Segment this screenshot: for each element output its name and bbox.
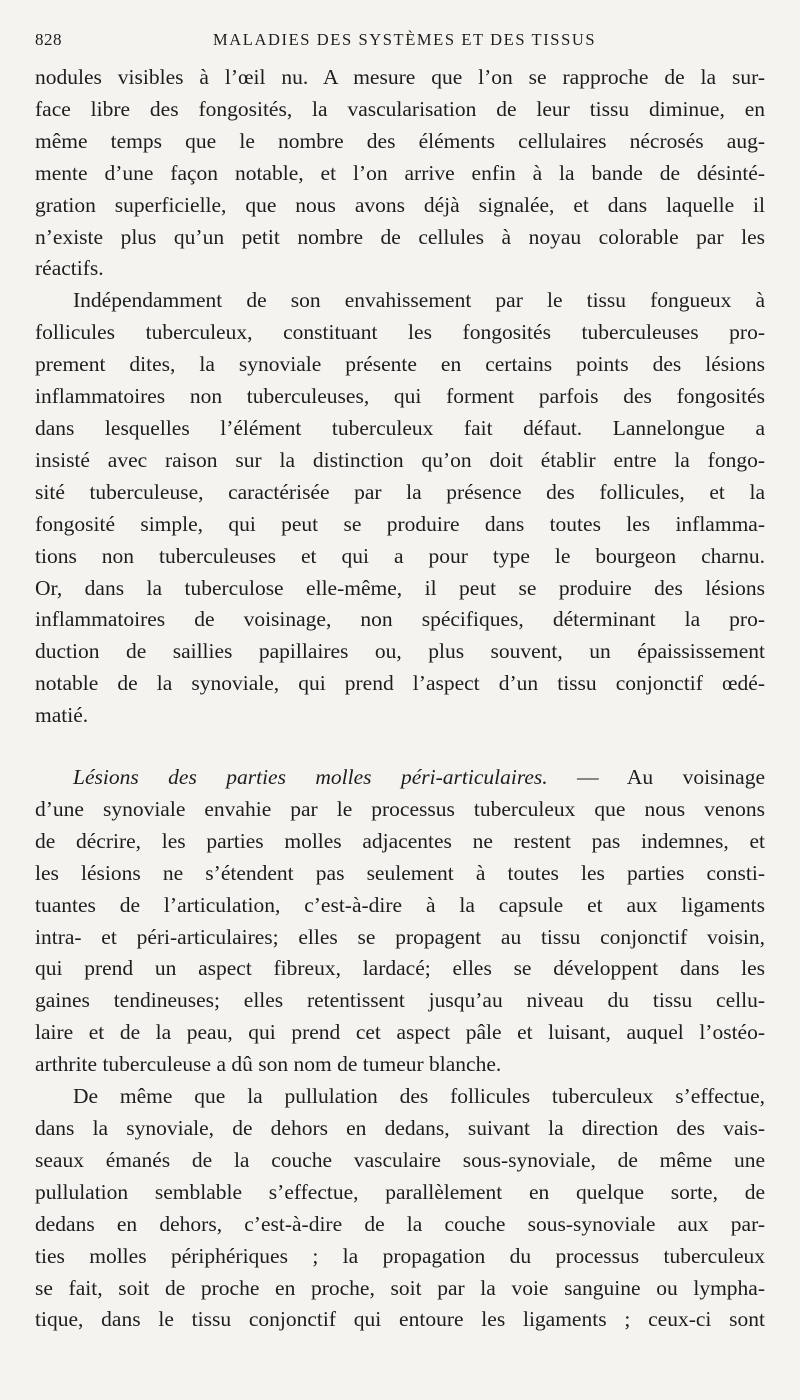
body-text [35, 62, 765, 1336]
text-line: dedans en dehors, c’est-à-dire de la couche sous-synoviale aux par- [35, 1211, 765, 1236]
running-head: MALADIES DES SYSTÈMES ET DES TISSUS [213, 30, 597, 49]
paragraph-1 [35, 62, 765, 285]
section-spacer [35, 732, 765, 762]
text-line: qui prend un aspect fibreux, lardacé; elles se développent dans les [35, 956, 765, 981]
text-line: fongosité simple, qui peut se produire dans toutes les inflamma- [35, 511, 765, 536]
text-line: gaines tendineuses; elles retentissent jusqu’au niveau du tissu cellu- [35, 988, 765, 1013]
text-line: tuantes de l’articulation, c’est-à-dire à la capsule et aux ligaments [35, 892, 765, 917]
text-line: dans lesquelles l’élément tuberculeux fait défaut. Lannelongue a [35, 415, 765, 440]
text-line: laire et de la peau, qui prend cet aspect pâle et luisant, auquel l’ostéo- [35, 1020, 765, 1045]
text-line: intra- et péri-articulaires; elles se propagent au tissu conjonctif voisin, [35, 924, 765, 949]
text-line: dans la synoviale, de dehors en dedans, suivant la direction des vais- [35, 1116, 765, 1140]
text-line: inflammatoires non tuberculeuses, qui forment parfois des fongosités [35, 384, 765, 409]
text-line: duction de saillies papillaires ou, plus souvent, un épaississement [35, 639, 765, 664]
text-line: tique, dans le tissu conjonctif qui entoure les ligaments ; ceux-ci sont [35, 1307, 765, 1332]
paragraph-2 [35, 285, 765, 732]
text-line: tions non tuberculeuses et qui a pour type le bourgeon charnu. [35, 543, 765, 568]
text-line: inflammatoires de voisinage, non spécifiques, déterminant la pro- [35, 607, 765, 632]
text-line: se fait, soit de proche en proche, soit par la voie sanguine ou lympha- [35, 1275, 765, 1300]
paragraph-3 [35, 762, 765, 1081]
text-line: mente d’une façon notable, et l’on arrive enfin à la bande de désinté- [35, 160, 765, 185]
text-line: Indépendamment de son envahissement par le tissu fongueux à [73, 288, 765, 313]
text-line: gration superficielle, que nous avons déjà signalée, et dans laquelle il [35, 192, 765, 217]
text-line: follicules tuberculeux, constituant les fongosités tuberculeuses pro- [35, 320, 765, 345]
section-first-line-rest: — Au voisinage [577, 765, 765, 790]
text-line: prement dites, la synoviale présente en certains points des lésions [35, 352, 765, 377]
text-line: De même que la pullulation des follicules tuberculeux s’effectue, [73, 1084, 765, 1109]
text-line: même temps que le nombre des éléments cellulaires nécrosés aug- [35, 128, 765, 153]
text-line: arthrite tuberculeuse a dû son nom de tumeur blanche. [35, 1052, 502, 1077]
text-line: réactifs. [35, 256, 104, 281]
text-line: les lésions ne s’étendent pas seulement à toutes les parties consti- [35, 860, 765, 885]
text-line: matié. [35, 703, 89, 728]
text-line: d’une synoviale envahie par le processus tuberculeux que nous venons [35, 796, 765, 821]
text-line: Or, dans la tuberculose elle-même, il peut se produire des lésions [35, 575, 765, 600]
page-number: 828 [35, 30, 62, 49]
section-title: Lésions des parties molles péri-articulaires. [73, 765, 548, 790]
text-line: ties molles périphériques ; la propagation du processus tuberculeux [35, 1243, 765, 1268]
text-line: face libre des fongosités, la vascularisation de leur tissu diminue, en [35, 96, 765, 121]
text-line: de décrire, les parties molles adjacentes ne restent pas indemnes, et [35, 828, 765, 853]
text-line: seaux émanés de la couche vasculaire sous-synoviale, de même une [35, 1147, 765, 1172]
page-header [35, 26, 765, 56]
text-line: pullulation semblable s’effectue, parallèlement en quelque sorte, de [35, 1179, 765, 1204]
text-line: sité tuberculeuse, caractérisée par la présence des follicules, et la [35, 479, 765, 504]
text-line [35, 762, 765, 794]
paragraph-4 [35, 1081, 765, 1336]
text-line: notable de la synoviale, qui prend l’aspect d’un tissu conjonctif œdé- [35, 671, 765, 696]
text-line: insisté avec raison sur la distinction qu’on doit établir entre la fongo- [35, 447, 765, 472]
text-line: nodules visibles à l’œil nu. A mesure que l’on se rapproche de la sur- [35, 65, 765, 89]
text-line: n’existe plus qu’un petit nombre de cellules à noyau colorable par les [35, 224, 765, 249]
